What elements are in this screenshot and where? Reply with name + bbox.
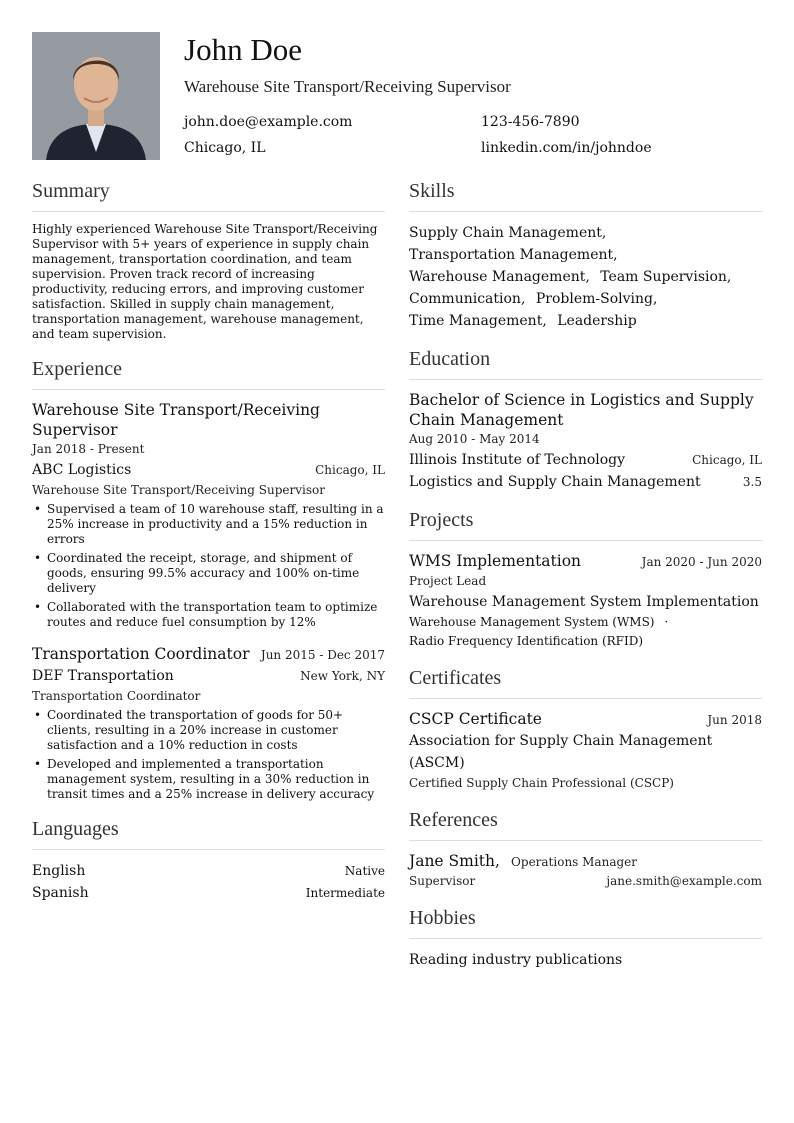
reference-email[interactable]: jane.smith@example.com: [606, 874, 762, 888]
job-dates: Jan 2018 - Present: [32, 442, 145, 456]
certificate-title-row: [409, 709, 762, 730]
education-section: [409, 348, 762, 493]
job-highlight: • Collaborated with the transportation team to optimize routes and reduce fuel consumption by 12%: [32, 600, 385, 630]
profile-photo: [32, 32, 160, 160]
reference-contact-row: [409, 872, 762, 891]
summary-section: [32, 180, 385, 342]
job-location: Chicago, IL: [315, 463, 385, 477]
keyword-separator: ·: [664, 615, 669, 629]
language-item: [32, 882, 385, 904]
education-institution: Illinois Institute of Technology: [409, 452, 626, 468]
certificates-heading: Certificates: [409, 667, 762, 699]
summary-heading: Summary: [32, 180, 385, 212]
skills-heading: Skills: [409, 180, 762, 212]
experience-item: [32, 400, 385, 630]
hobbies-section: [409, 907, 762, 971]
job-highlights: [32, 708, 385, 802]
candidate-headline: Warehouse Site Transport/Receiving Supervisor: [184, 77, 511, 96]
languages-heading: Languages: [32, 818, 385, 850]
project-title-row: [409, 551, 762, 572]
job-summary: Transportation Coordinator: [32, 689, 201, 703]
experience-section: [32, 358, 385, 802]
project-keywords: [409, 613, 762, 632]
skills-section: [409, 180, 762, 332]
skill-item: Communication,: [409, 291, 526, 307]
certificate-name: CSCP Certificate: [409, 710, 542, 728]
job-summary: Warehouse Site Transport/Receiving Supervisor: [32, 483, 325, 497]
reference-name-row: [409, 851, 762, 872]
education-dates: Aug 2010 - May 2014: [409, 432, 540, 446]
languages-section: [32, 818, 385, 904]
job-position: Transportation Coordinator: [32, 645, 250, 663]
skill-item: Time Management,: [409, 313, 547, 329]
right-column: [409, 180, 762, 987]
job-position: Warehouse Site Transport/Receiving Supervisor: [32, 401, 320, 439]
job-company-row: [32, 459, 385, 481]
reference-role: Operations Manager: [511, 855, 637, 869]
candidate-name: John Doe: [184, 32, 302, 67]
contact-email[interactable]: john.doe@example.com: [184, 114, 353, 130]
certificate-summary: Certified Supply Chain Professional (CSCP): [409, 776, 674, 790]
experience-heading: Experience: [32, 358, 385, 390]
summary-text: Highly experienced Warehouse Site Transport/Receiving Supervisor with 5+ years of experience in supply chain management, transportation coordination, and team supervision. Proven track record of increasing productivity, reducing errors, and improving customer satisfaction. Skilled in supply chain management, transportation management, warehouse management, and team supervision.: [32, 222, 378, 341]
education-heading: Education: [409, 348, 762, 380]
hobby-item: Reading industry publications: [409, 952, 623, 968]
education-location: Chicago, IL: [692, 453, 762, 467]
language-level: Intermediate: [305, 886, 385, 900]
job-location: New York, NY: [300, 669, 385, 683]
job-highlight: • Supervised a team of 10 warehouse staff, resulting in a 25% increase in productivity and a 15% reduction in errors: [32, 502, 385, 547]
job-highlights: [32, 502, 385, 630]
person-portrait-icon: [32, 32, 160, 160]
left-column: [32, 180, 385, 920]
job-title-row: [32, 644, 385, 665]
resume-header: [32, 32, 762, 160]
education-institution-row: [409, 449, 762, 471]
project-role: Project Lead: [409, 574, 487, 588]
education-area-row: [409, 471, 762, 493]
skill-item: Warehouse Management,: [409, 269, 590, 285]
job-company: DEF Transportation: [32, 668, 174, 684]
references-heading: References: [409, 809, 762, 841]
language-name: Spanish: [32, 885, 89, 901]
education-score: 3.5: [742, 475, 762, 489]
project-dates: Jan 2020 - Jun 2020: [641, 555, 762, 569]
skill-item: Supply Chain Management,: [409, 225, 607, 241]
projects-heading: Projects: [409, 509, 762, 541]
job-highlight: • Developed and implemented a transportation management system, resulting in a 30% reduction in transit times and a 25% increase in delivery accuracy: [32, 757, 385, 802]
job-company: ABC Logistics: [32, 462, 132, 478]
projects-section: [409, 509, 762, 651]
certificates-section: [409, 667, 762, 793]
job-highlight: • Coordinated the receipt, storage, and shipment of goods, ensuring 99.5% accuracy and 100% on-time delivery: [32, 551, 385, 596]
skills-list: [409, 222, 762, 332]
project-keyword: Warehouse Management System (WMS): [409, 615, 655, 629]
project-summary: Warehouse Management System Implementation: [409, 594, 759, 610]
certificate-issuer: Association for Supply Chain Management (ASCM): [409, 733, 713, 771]
skill-item: Problem-Solving,: [535, 291, 658, 307]
project-name: WMS Implementation: [409, 552, 582, 570]
certificate-date: Jun 2018: [707, 713, 762, 727]
job-company-row: [32, 665, 385, 687]
education-area: Logistics and Supply Chain Management: [409, 474, 701, 490]
language-level: Native: [344, 864, 385, 878]
reference-relation: Supervisor: [409, 874, 476, 888]
references-section: [409, 809, 762, 891]
project-keyword: Radio Frequency Identification (RFID): [409, 634, 644, 648]
job-dates: Jun 2015 - Dec 2017: [260, 648, 385, 662]
hobbies-heading: Hobbies: [409, 907, 762, 939]
contact-location: Chicago, IL: [184, 140, 266, 156]
language-item: [32, 860, 385, 882]
skill-item: Leadership: [557, 313, 637, 329]
reference-name: Jane Smith,: [409, 852, 500, 870]
contact-linkedin[interactable]: linkedin.com/in/johndoe: [481, 140, 652, 156]
experience-item: [32, 644, 385, 802]
skill-item: Team Supervision,: [600, 269, 732, 285]
education-degree: Bachelor of Science in Logistics and Supply Chain Management: [409, 391, 754, 429]
language-name: English: [32, 863, 86, 879]
skill-item: Transportation Management,: [409, 247, 618, 263]
contact-phone[interactable]: 123-456-7890: [481, 114, 580, 130]
job-highlight: • Coordinated the transportation of goods for 50+ clients, resulting in a 20% increase in customer satisfaction and a 10% reduction in costs: [32, 708, 385, 753]
